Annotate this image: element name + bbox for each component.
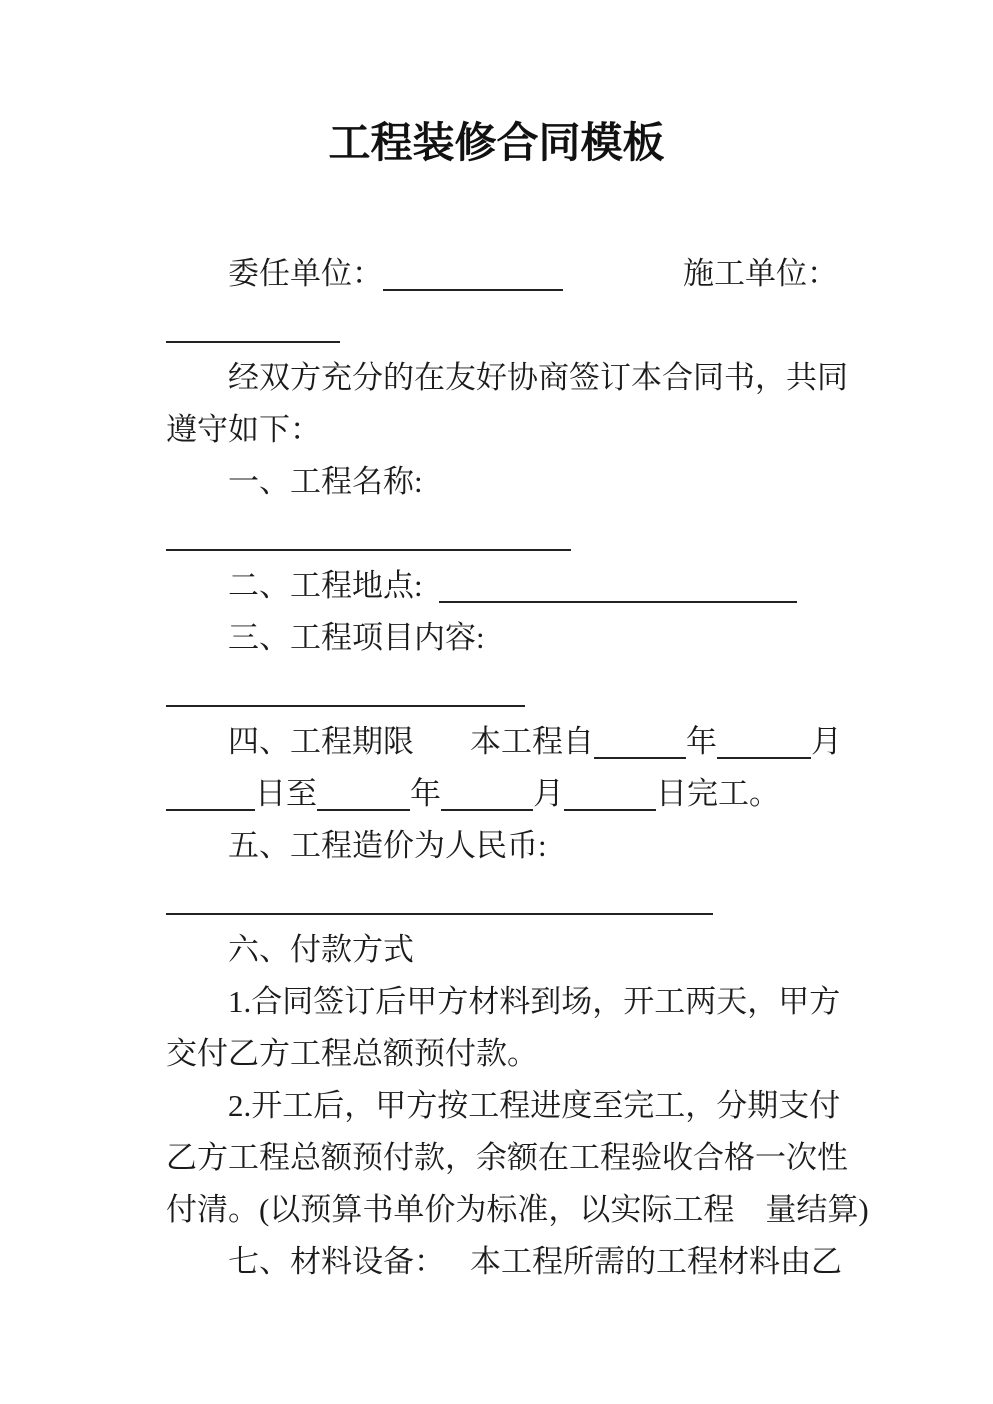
clause-1-label: 一、工程名称: [228, 464, 423, 499]
clause-3-label: 三、工程项目内容: [228, 620, 485, 655]
blank-row-contractor-unit [166, 300, 853, 352]
clause-7-text: 本工程所需的工程材料由乙 [470, 1244, 842, 1279]
preamble-line-1: 经双方充分的在友好协商签订本合同书，共同 [228, 360, 848, 395]
clause-5-label: 五、工程造价为人民币: [228, 828, 547, 863]
project-from-text: 本工程自 [470, 724, 594, 759]
clause-5-row [166, 820, 853, 872]
blank-start-month [717, 727, 811, 759]
contractor-unit-label: 施工单位： [683, 256, 838, 291]
year-unit-2: 年 [410, 776, 441, 811]
blank-project-location [439, 571, 797, 603]
payment-item-1-row-1 [166, 976, 853, 1028]
blank-start-year [594, 727, 686, 759]
clause-2-label: 二、工程地点: [228, 568, 423, 603]
blank-end-year [317, 779, 410, 811]
clause-1-row [166, 456, 853, 508]
blank-start-day [166, 779, 255, 811]
year-unit-1: 年 [686, 724, 717, 759]
day-to-text: 日至 [255, 776, 317, 811]
blank-end-month [441, 779, 533, 811]
blank-project-content [166, 675, 525, 707]
blank-project-cost [166, 883, 713, 915]
payment-item-1-line-2: 交付乙方工程总额预付款。 [166, 1036, 538, 1071]
preamble-row-2 [166, 404, 853, 456]
clause-7-label: 七、材料设备： [228, 1244, 445, 1279]
blank-project-name [166, 519, 571, 551]
clause-7-row [166, 1236, 853, 1288]
blank-end-day [564, 779, 656, 811]
clause-6-label: 六、付款方式 [228, 932, 414, 967]
clause-4-row-2 [166, 768, 853, 820]
document-title: 工程装修合同模板 [328, 119, 665, 166]
preamble-row-1 [166, 352, 853, 404]
document-body [0, 248, 993, 1288]
blank-row-project-content [166, 664, 853, 716]
payment-item-1-row-2 [166, 1028, 853, 1080]
payment-item-2-row-1 [166, 1080, 853, 1132]
payment-item-1-line-1: 1.合同签订后甲方材料到场，开工两天，甲方 [228, 984, 841, 1019]
blank-client-unit [383, 259, 563, 291]
clause-4-label: 四、工程期限 [228, 724, 414, 759]
preamble-line-2: 遵守如下： [166, 412, 321, 447]
client-unit-label: 委任单位： [228, 256, 383, 291]
payment-item-2-line-2: 乙方工程总额预付款，余额在工程验收合格一次性 [166, 1140, 848, 1175]
payment-item-2-row-2 [166, 1132, 853, 1184]
clause-2-row [166, 560, 853, 612]
payment-item-2-row-3 [166, 1184, 869, 1236]
clause-4-row-1 [166, 716, 853, 768]
blank-row-project-cost [166, 872, 853, 924]
clause-6-row [166, 924, 853, 976]
clause-3-row [166, 612, 853, 664]
blank-row-project-name [166, 508, 853, 560]
month-unit-1: 月 [811, 724, 842, 759]
month-unit-2: 月 [533, 776, 564, 811]
parties-row [166, 248, 853, 300]
completion-text: 日完工。 [656, 776, 780, 811]
payment-item-2-line-3: 付清。(以预算书单价为标准，以实际工程 量结算) [166, 1192, 869, 1227]
blank-contractor-unit [166, 311, 340, 343]
payment-item-2-line-1: 2.开工后，甲方按工程进度至完工，分期支付 [228, 1088, 841, 1123]
